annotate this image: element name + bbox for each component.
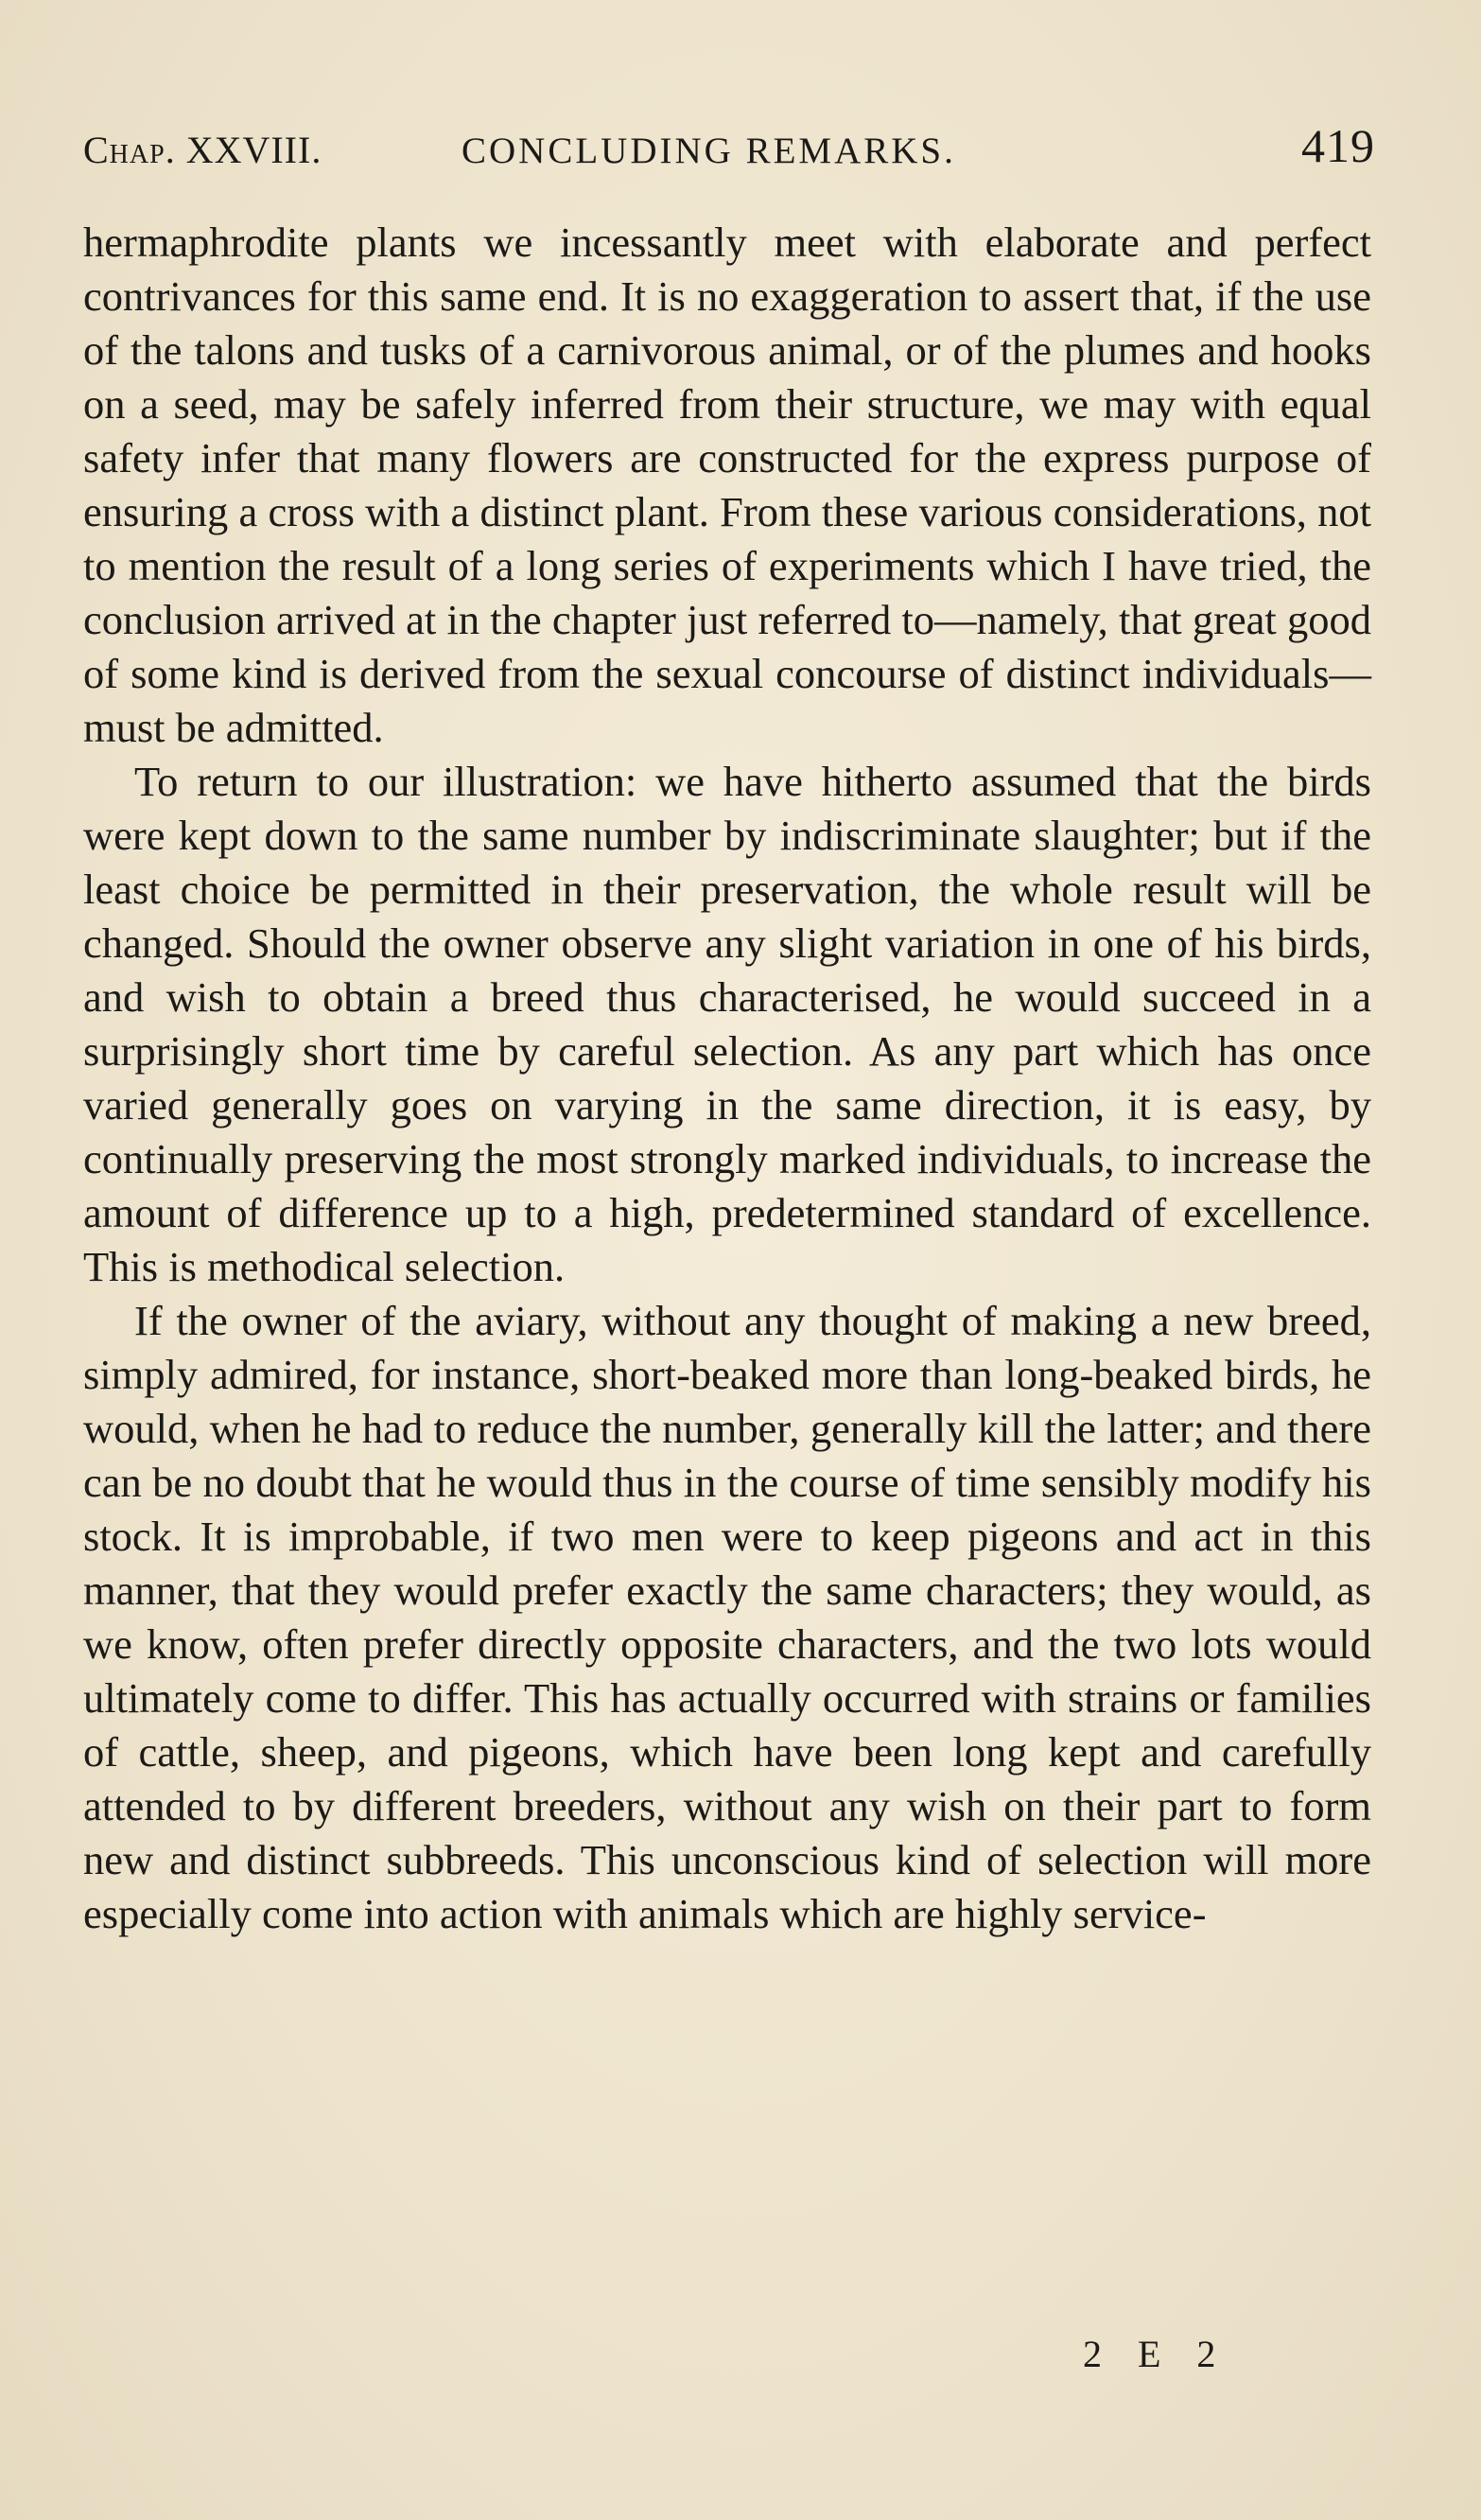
page-number: 419 [1301,119,1375,172]
paragraph-continued: hermaphrodite plants we incessantly meet with elaborate and perfect contrivances for this same end. It is no exaggeration to assert that, if the use of the talons and tusks of a carnivorous animal, or of the plumes and hooks on a seed, may be safely inferred from their structure, we may with equal safety infer that many flowers are constructed for the express purpose of ensuring a cross with a distinct plant. From these various considerations, not to mention the result of a long series of experiments which I have tried, the conclusion arrived at in the chapter just referred to—namely, that great good of some kind is derived from the sexual concourse of distinct individuals—must be admitted. [83,219,1371,751]
signature-mark: 2 E 2 [1083,2333,1229,2375]
paragraph-methodical-selection: To return to our illustration: we have hitherto assumed that the birds were kept down to the same number by indiscriminate slaughter; but if the least choice be permitted in their preservation, the whole result will be changed. Should the owner observe any slight variation in one of his birds, and wish to obtain a breed thus characterised, he would succeed in a surprisingly short time by careful selection. As any part which has once varied generally goes on varying in the same direction, it is easy, by continually preserving the most strongly marked individuals, to increase the amount of difference up to a high, predetermined standard of excellence. This is methodical selection. [83,758,1371,1290]
running-header [83,118,1375,175]
page-body [83,216,1371,1941]
chapter-title: CONCLUDING REMARKS. [462,131,956,171]
chapter-label: Chap. XXVIII. [83,129,322,171]
paragraph-unconscious-selection: If the owner of the aviary, without any thought of making a new breed, simply admired, for instance, short-beaked more than long-beaked birds, he would, when he had to reduce the number, generally kill the latter; and there can be no doubt that he would thus in the course of time sensibly modify his stock. It is improbable, if two men were to keep pigeons and act in this manner, that they would prefer exactly the same characters; they would, as we know, often prefer directly opposite characters, and the two lots would ultimately come to differ. This has actually occurred with strains or families of cattle, sheep, and pigeons, which have been long kept and carefully attended to by different breeders, without any wish on their part to form new and distinct subbreeds. This unconscious kind of selection will more especially come into action with animals which are highly service- [83,1297,1371,1937]
